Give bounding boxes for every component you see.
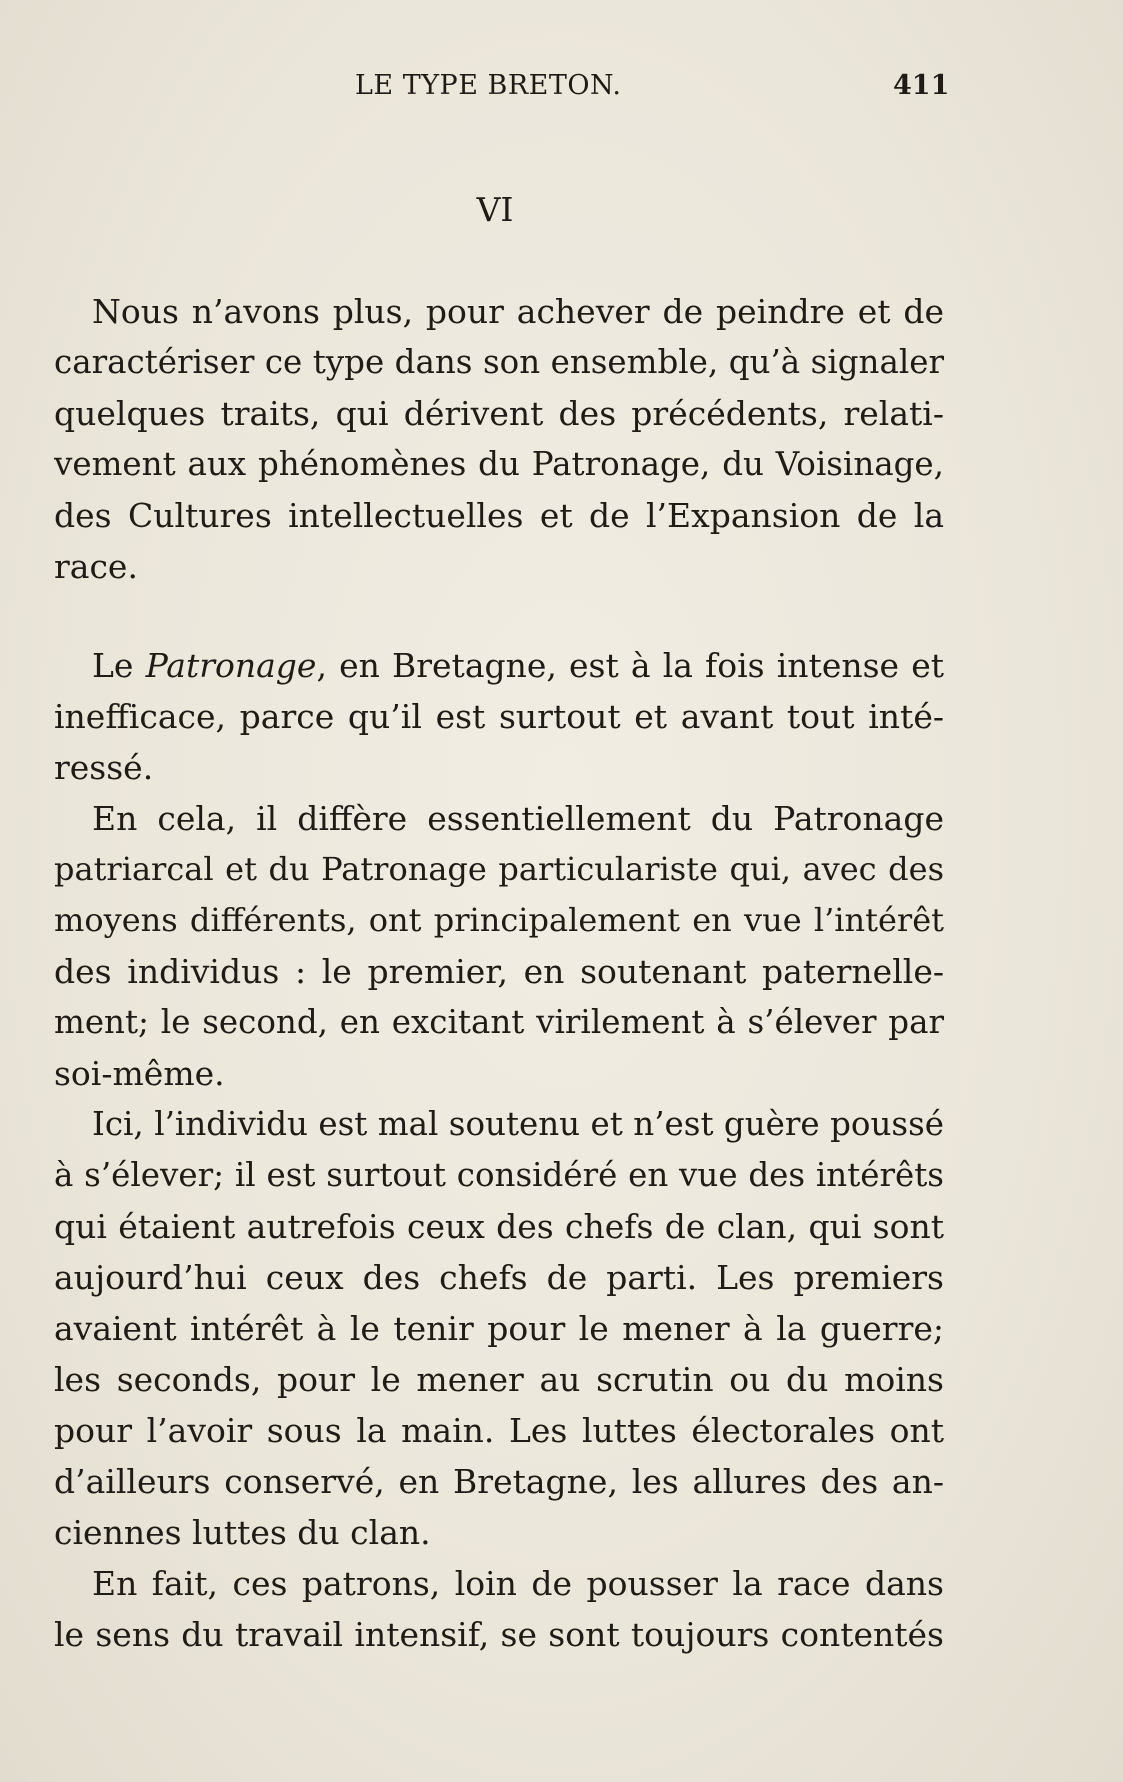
section-heading: VI	[476, 190, 514, 229]
text-line	[54, 640, 944, 691]
text-line: caractériser ce type dans son ensemble, qu’à signaler	[54, 343, 944, 381]
text-line: le sens du travail intensif, se sont toujours contentés	[54, 1615, 944, 1654]
body-text	[54, 286, 944, 592]
text-line: aujourd’hui ceux des chefs de parti. Les premiers	[54, 1258, 944, 1297]
text-run: Le	[92, 646, 146, 685]
text-run: , en Bretagne, est à la fois intense et	[316, 646, 944, 685]
text-line: En fait, ces patrons, loin de pousser la race dans	[92, 1564, 944, 1603]
body-text-continued	[54, 640, 944, 1660]
text-line: En cela, il diffère essentiellement du Patronage	[92, 799, 944, 838]
text-line: à s’élever; il est surtout considéré en vue des intérêts	[54, 1156, 944, 1194]
text-line: d’ailleurs conservé, en Bretagne, les allures des an-	[54, 1462, 944, 1501]
text-line: ciennes luttes du clan.	[54, 1513, 431, 1552]
text-line: des individus : le premier, en soutenant paternelle-	[54, 952, 944, 991]
text-line: race.	[54, 547, 138, 586]
text-line: quelques traits, qui dérivent des précédents, relati-	[54, 394, 944, 433]
text-line: inefficace, parce qu’il est surtout et avant tout inté-	[54, 697, 944, 736]
text-line: Ici, l’individu est mal soutenu et n’est guère poussé	[92, 1105, 944, 1143]
text-line: vement aux phénomènes du Patronage, du Voisinage,	[54, 445, 944, 483]
text-line: qui étaient autrefois ceux des chefs de clan, qui sont	[54, 1207, 944, 1246]
text-line: des Cultures intellectuelles et de l’Expansion de la	[54, 496, 944, 535]
italic-term: Patronage	[145, 646, 317, 685]
text-line: pour l’avoir sous la main. Les luttes électorales ont	[54, 1411, 944, 1450]
text-line: ment; le second, en excitant virilement à s’élever par	[54, 1003, 944, 1041]
text-line: les seconds, pour le mener au scrutin ou du moins	[54, 1360, 944, 1399]
running-head	[0, 70, 1123, 110]
text-line: ressé.	[54, 748, 154, 787]
text-line: moyens différents, ont principalement en vue l’intérêt	[54, 901, 944, 939]
running-title: LE TYPE BRETON.	[355, 70, 622, 101]
text-line: avaient intérêt à le tenir pour le mener à la guerre;	[54, 1309, 944, 1348]
page-number: 411	[893, 70, 950, 101]
text-line: Nous n’avons plus, pour achever de peindre et de	[92, 292, 944, 331]
text-line: patriarcal et du Patronage particulariste qui, avec des	[54, 850, 944, 888]
text-line: soi-même.	[54, 1054, 225, 1093]
